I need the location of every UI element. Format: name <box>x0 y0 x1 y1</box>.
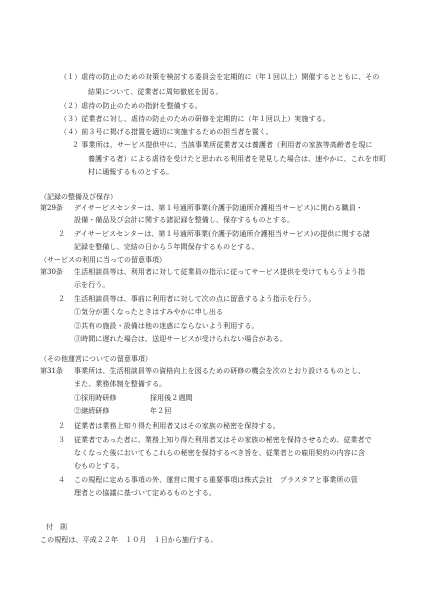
article-31-para-4-line-1: この規程に定める事項の外、運営に関する重要事項は株式会社 プラスタアと事業所の管 <box>74 476 358 484</box>
article-29-para-2-line-2: 記録を整備し、完結の日から５年間保存するものとする。 <box>74 243 259 251</box>
para-2-line-2: 養護する者）による虐待を受けたと思われる利用者を発見した場合は、速やかに、これを市町 <box>88 155 387 163</box>
article-30-para-1-line-1: 生活相談員等は、利用者に対して従業員の指示に従ってサービス提供を受けてもらうよう指 <box>74 268 366 276</box>
article-31-para-2-number: ２ <box>58 422 65 430</box>
article-31-label: 第31条 <box>40 367 63 375</box>
item-4: （４）前３号に掲げる措置を適切に実施するための担当者を置く。 <box>60 128 273 136</box>
article-29-para-2-number: ２ <box>58 230 65 238</box>
item-1-line-2: 結果について、従業者に周知徹底を図る。 <box>88 88 223 96</box>
article-31-para-3-line-3: むものとする。 <box>74 462 124 470</box>
article-30-para-2-number: ２ <box>58 295 65 303</box>
supplement-heading: 付 則 <box>46 523 67 531</box>
article-30-list-item-2: ②共有の施設・設備は他の迷惑にならないよう利用する。 <box>74 322 259 330</box>
article-29-label: 第29条 <box>40 204 63 212</box>
article-31-para-1-line-1: 事業所は、生活相談員等の資格向上を図るための研修の機会を次のとおり設けるものとし、 <box>74 367 366 375</box>
article-30-label: 第30条 <box>40 268 63 276</box>
training-2-value: 年２回 <box>150 407 172 415</box>
article-31-para-2: 従業者は業務上知り得た利用者又はその家族の秘密を保持する。 <box>74 422 280 430</box>
training-1-label: ①採用時研修 <box>74 394 117 402</box>
article-31-para-4-line-2: 理者との協議に基づいて定めるものとする。 <box>74 489 216 497</box>
article-30-para-2: 生活相談員等は、事前に利用者に対して次の点に留意するよう指示を行う。 <box>74 295 316 303</box>
para-2-line-3: 村に通報するものとする。 <box>88 168 174 176</box>
item-3: （３）従業者に対し、虐待の防止のための研修を定期的に（年１回以上）実施する。 <box>60 115 330 123</box>
article-31-heading: （その他運営についての留意事項） <box>40 355 152 363</box>
article-31-para-3-number: ３ <box>58 436 65 444</box>
article-31-para-3-line-2: なくなった後においてもこれらの秘密を保持するべき旨を、従業者との雇用契約の内容に含 <box>74 449 366 457</box>
article-30-list-item-1: ①気分が悪くなったときはすみやかに申し出る <box>74 308 224 316</box>
training-1-value: 採用後２週間 <box>150 394 193 402</box>
para-2-line-1: ２ 事業所は、サービス提供中に、当該事業所従業者又は養護者（利用者の家族等高齢者を現に <box>72 141 373 149</box>
article-29-para-1-line-2: 設備・備品及び会計に関する諸記録を整備し、保存するものとする。 <box>74 216 295 224</box>
article-29-para-1-line-1: デイサービスセンターは、第１号通所事業(介護予防通所介護相当サービス)に関わる職員・ <box>74 204 363 212</box>
article-30-para-1-line-2: 示を行う。 <box>74 281 110 289</box>
article-31-para-3-line-1: 従業者であった者に、業務上知り得た利用者又はその家族の秘密を保持させるため、従業者で <box>74 436 372 444</box>
article-31-para-1-line-2: また、業務体制を整備する。 <box>74 380 167 388</box>
training-2-label: ②継続研修 <box>74 407 110 415</box>
article-30-list-item-3: ③時間に遅れた場合は、送迎サービスが受けられない場合がある。 <box>74 335 287 343</box>
article-29-heading: （記録の整備及び保存） <box>40 193 117 201</box>
article-29-para-2-line-1: デイサービスセンターは、第１号通所事業(介護予防通所介護相当サービス)の提供に関する諸 <box>74 230 370 238</box>
supplement-text: この規程は、平成２２年 １０月 １日から施行する。 <box>40 536 218 544</box>
item-1-line-1: （１）虐待の防止のための対策を検討する委員会を定期的に（年１回以上）開催するとともに、その <box>60 73 380 81</box>
item-2: （２）虐待の防止のための指針を整備する。 <box>60 102 202 110</box>
article-31-para-4-number: ４ <box>58 476 65 484</box>
article-30-heading: （サービスの利用に当っての留意事項） <box>40 256 166 264</box>
